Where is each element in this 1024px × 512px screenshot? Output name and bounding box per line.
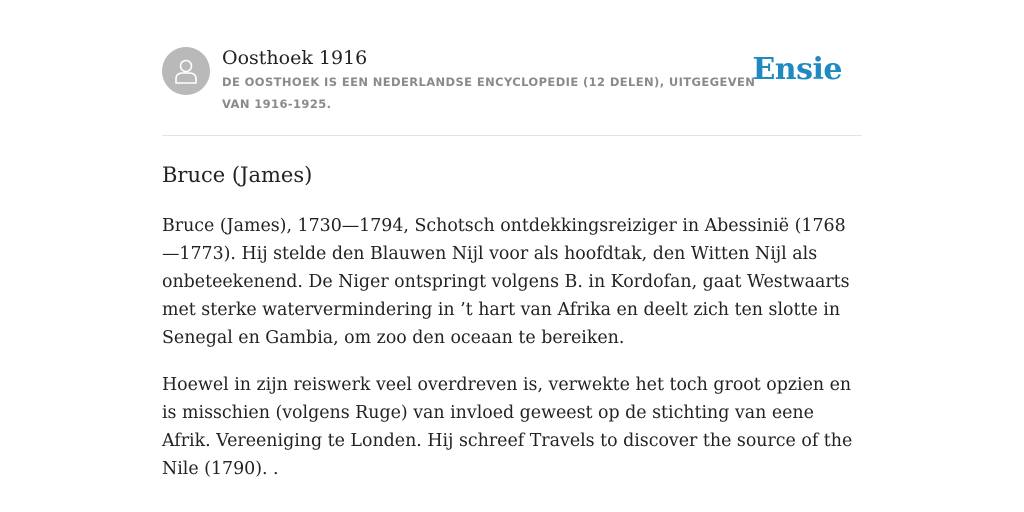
source-header [162,0,862,136]
entry-title: Bruce (James) [162,163,313,187]
page [162,0,862,479]
entry-body [162,212,862,502]
source-title[interactable]: Oosthoek 1916 [222,47,368,69]
source-avatar[interactable] [162,47,210,95]
ensie-logo[interactable]: Ensie [752,52,842,87]
entry-paragraph: Hoewel in zijn reiswerk veel overdreven is, verwekte het toch groot opzien en is misschien (volgens Ruge) van invloed geweest op de stichting van eene Afrik. Vereeniging te Londen. Hij schreef Travels to discover the source of the Nile (1790). . [162,375,853,479]
entry-paragraph: Bruce (James), 1730—1794, Schotsch ontdekkingsreiziger in Abessinië (1768—1773). Hij stelde den Blauwen Nijl voor als hoofdtak, den Witten Nijl als onbeteekenend. De Niger ontspringt volgens B. in Kordofan, gaat Westwaarts met sterke watervermindering in ’t hart van Afrika en deelt zich ten slotte in Senegal en Gambia, om zoo den oceaan te bereiken. [162,216,850,348]
source-description: DE OOSTHOEK IS EEN NEDERLANDSE ENCYCLOPEDIE (12 DELEN), UITGEGEVEN VAN 1916-1925. [222,75,756,111]
user-silhouette-icon [173,57,199,85]
